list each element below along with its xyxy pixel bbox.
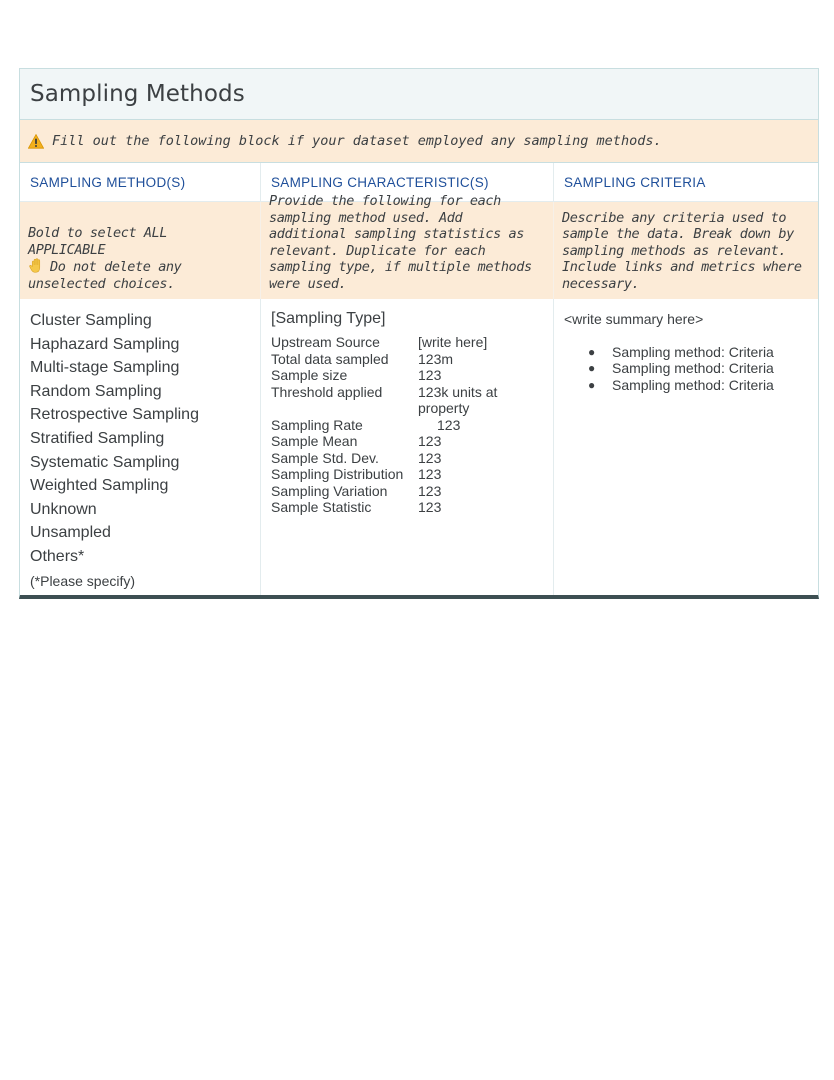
characteristics-description: Provide the following for each sampling method used. Add additional sampling statistics as relevant. Duplicate for each sampling type, if multiple methods were used. <box>260 202 553 299</box>
char-label: Threshold applied <box>271 383 383 400</box>
criteria-summary[interactable]: <write summary here> <box>564 311 704 327</box>
method-option[interactable]: Others* <box>30 547 85 565</box>
char-value[interactable]: 123m <box>418 350 454 367</box>
section-title-row <box>20 69 818 120</box>
sampling-type-label[interactable]: [Sampling Type] <box>271 310 386 327</box>
char-value[interactable]: 123 <box>418 466 442 482</box>
char-label: Upstream Source <box>271 334 380 350</box>
criteria-list <box>564 344 808 394</box>
bullet-icon: ● <box>588 377 596 392</box>
warning-banner <box>20 120 818 163</box>
char-label: Sampling Variation <box>271 482 388 499</box>
criteria-item-text: Sampling method: Criteria <box>612 376 774 393</box>
method-option[interactable]: Stratified Sampling <box>30 429 165 447</box>
raised-hand-icon <box>28 258 44 273</box>
methods-desc-line2: Do not delete any unselected choices. <box>28 259 182 292</box>
method-option[interactable]: Cluster Sampling <box>30 312 152 329</box>
method-option[interactable]: Random Sampling <box>30 382 162 400</box>
sampling-table <box>20 163 818 595</box>
sampling-methods-card <box>19 68 819 599</box>
char-value[interactable]: 123 <box>418 433 442 449</box>
bullet-icon: ● <box>588 361 596 375</box>
criteria-cell <box>553 299 818 595</box>
char-value[interactable]: 123 <box>418 482 442 499</box>
methods-desc-line1: Bold to select ALL APPLICABLE <box>28 225 168 258</box>
methods-description <box>20 202 260 299</box>
column-header-criteria: SAMPLING CRITERIA <box>553 163 818 202</box>
characteristics-cell <box>260 299 553 595</box>
char-value[interactable]: 123k units at property <box>418 383 498 416</box>
method-option[interactable]: Haphazard Sampling <box>30 335 180 353</box>
char-label: Sample Mean <box>271 433 358 449</box>
list-item[interactable] <box>564 360 808 377</box>
method-option[interactable]: Unsampled <box>30 524 111 542</box>
char-label: Sample Statistic <box>271 499 372 515</box>
criteria-description: Describe any criteria used to sample the data. Break down by sampling methods as relevant. Include links and metrics where necessary. <box>553 202 818 299</box>
column-header-characteristics: SAMPLING CHARACTERISTIC(S) <box>260 163 553 202</box>
column-header-methods: SAMPLING METHOD(S) <box>20 163 260 202</box>
char-label: Total data sampled <box>271 350 389 367</box>
char-label: Sampling Distribution <box>271 466 404 482</box>
section-title: Sampling Methods <box>30 81 245 107</box>
list-item[interactable] <box>564 377 808 394</box>
char-value[interactable]: 123 <box>418 499 442 515</box>
warning-text: Fill out the following block if your dataset employed any sampling methods. <box>52 133 662 149</box>
char-value[interactable]: [write here] <box>418 334 488 350</box>
char-label: Sample Std. Dev. <box>271 449 379 466</box>
char-value[interactable]: 123 <box>437 416 461 433</box>
char-label: Sampling Rate <box>271 416 363 433</box>
criteria-item-text: Sampling method: Criteria <box>612 343 774 360</box>
char-value[interactable]: 123 <box>418 367 442 383</box>
method-option[interactable]: Weighted Sampling <box>30 477 169 495</box>
char-label: Sample size <box>271 367 348 383</box>
method-option[interactable]: Unknown <box>30 500 97 518</box>
bullet-icon: ● <box>588 344 596 359</box>
list-item[interactable] <box>564 344 808 361</box>
characteristics-table <box>271 334 543 516</box>
method-option[interactable]: Multi-stage Sampling <box>30 359 180 377</box>
char-value[interactable]: 123 <box>418 449 442 466</box>
warning-icon <box>28 134 44 149</box>
methods-list <box>20 299 260 595</box>
method-option[interactable]: Systematic Sampling <box>30 453 180 471</box>
criteria-item-text: Sampling method: Criteria <box>612 360 774 376</box>
method-option[interactable]: Retrospective Sampling <box>30 406 199 424</box>
methods-note: (*Please specify) <box>30 572 136 589</box>
